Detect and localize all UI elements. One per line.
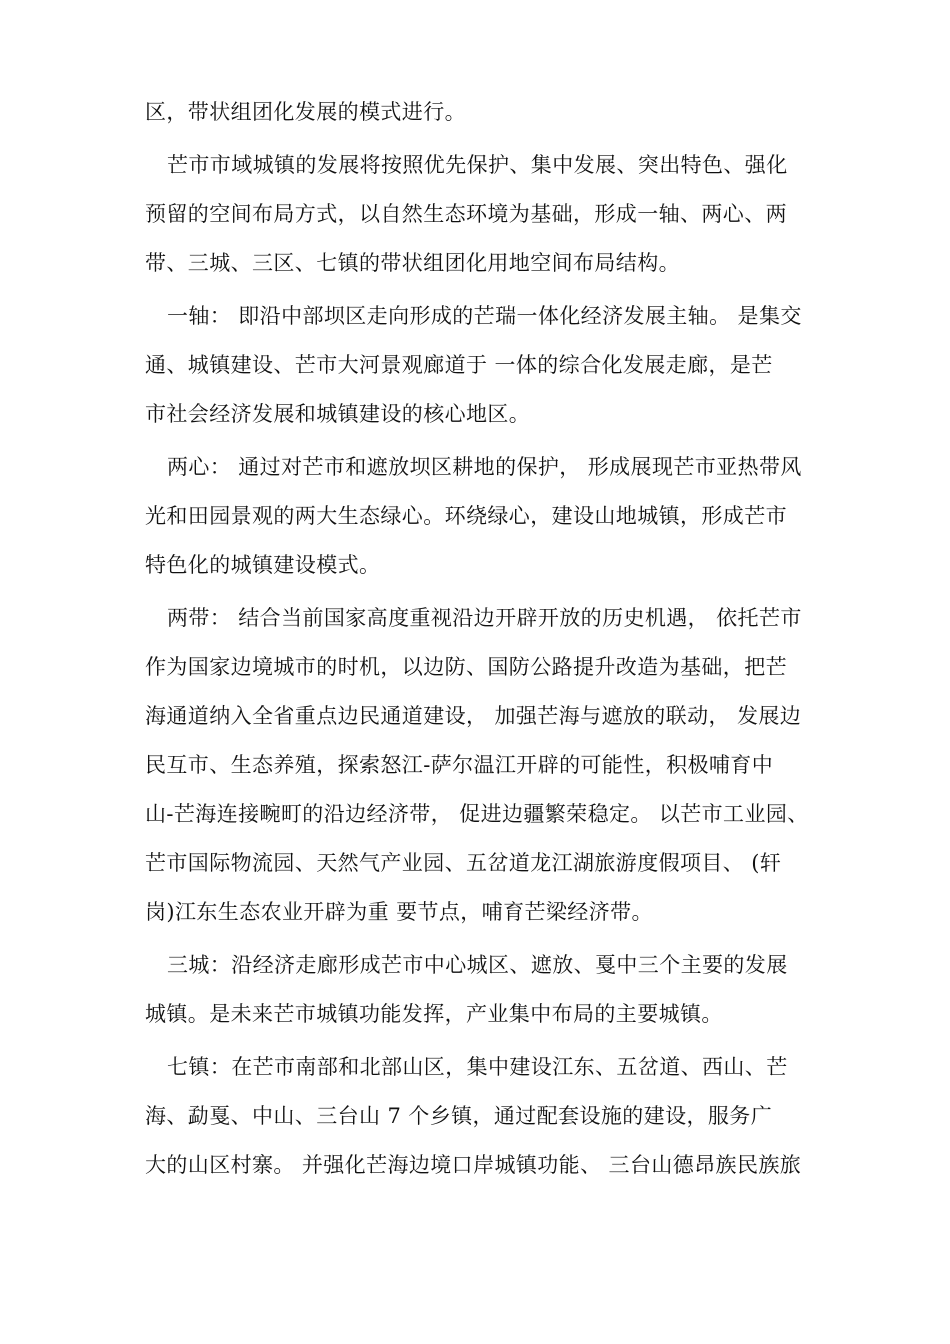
text-line-22: 大的山区村寨。 并强化芒海边境口岸城镇功能、 三台山德昂族民族旅 bbox=[145, 1153, 802, 1177]
text-line-11: 两带： 结合当前国家高度重视沿边开辟开放的历史机遇， 依托芒市 bbox=[167, 606, 802, 630]
text-line-9: 光和田园景观的两大生态绿心。环绕绿心，建设山地城镇，形成芒市 bbox=[145, 504, 787, 528]
text-line-15: 山-芒海连接畹町的沿边经济带， 促进边疆繁荣稳定。 以芒市工业园、 bbox=[145, 802, 809, 826]
text-line-1: 区，带状组团化发展的模式进行。 bbox=[145, 100, 466, 124]
text-line-2: 芒市市域城镇的发展将按照优先保护、集中发展、突出特色、强化 bbox=[167, 153, 788, 177]
text-line-14: 民互市、生态养殖，探索怒江-萨尔温江开辟的可能性，积极哺育中 bbox=[145, 753, 774, 777]
text-line-21: 海、勐戛、中山、三台山 7 个乡镇，通过配套设施的建设，服务广 bbox=[145, 1104, 773, 1128]
text-line-10: 特色化的城镇建设模式。 bbox=[145, 553, 381, 577]
text-line-7: 市社会经济发展和城镇建设的核心地区。 bbox=[145, 402, 531, 426]
text-line-17: 岗)江东生态农业开辟为重 要节点，哺育芒梁经济带。 bbox=[145, 900, 653, 924]
text-line-6: 通、城镇建设、芒市大河景观廊道于 一体的综合化发展走廊，是芒 bbox=[145, 353, 773, 377]
text-line-5: 一轴： 即沿中部坝区走向形成的芒瑞一体化经济发展主轴。 是集交 bbox=[167, 304, 802, 328]
text-line-12: 作为国家边境城市的时机，以边防、国防公路提升改造为基础，把芒 bbox=[145, 655, 787, 679]
text-line-18: 三城：沿经济走廊形成芒市中心城区、遮放、戛中三个主要的发展 bbox=[167, 953, 788, 977]
text-line-19: 城镇。是未来芒市城镇功能发挥，产业集中布局的主要城镇。 bbox=[145, 1002, 723, 1026]
text-line-16: 芒市国际物流园、天然气产业园、五岔道龙江湖旅游度假项目、 (轩 bbox=[145, 851, 782, 875]
text-line-3: 预留的空间布局方式，以自然生态环境为基础，形成一轴、两心、两 bbox=[145, 202, 787, 226]
text-line-8: 两心： 通过对芒市和遮放坝区耕地的保护， 形成展现芒市亚热带风 bbox=[167, 455, 802, 479]
text-line-20: 七镇：在芒市南部和北部山区，集中建设江东、五岔道、西山、芒 bbox=[167, 1055, 788, 1079]
text-line-13: 海通道纳入全省重点边民通道建设， 加强芒海与遮放的联动， 发展边 bbox=[145, 704, 802, 728]
text-line-4: 带、三城、三区、七镇的带状组团化用地空间布局结构。 bbox=[145, 251, 680, 275]
